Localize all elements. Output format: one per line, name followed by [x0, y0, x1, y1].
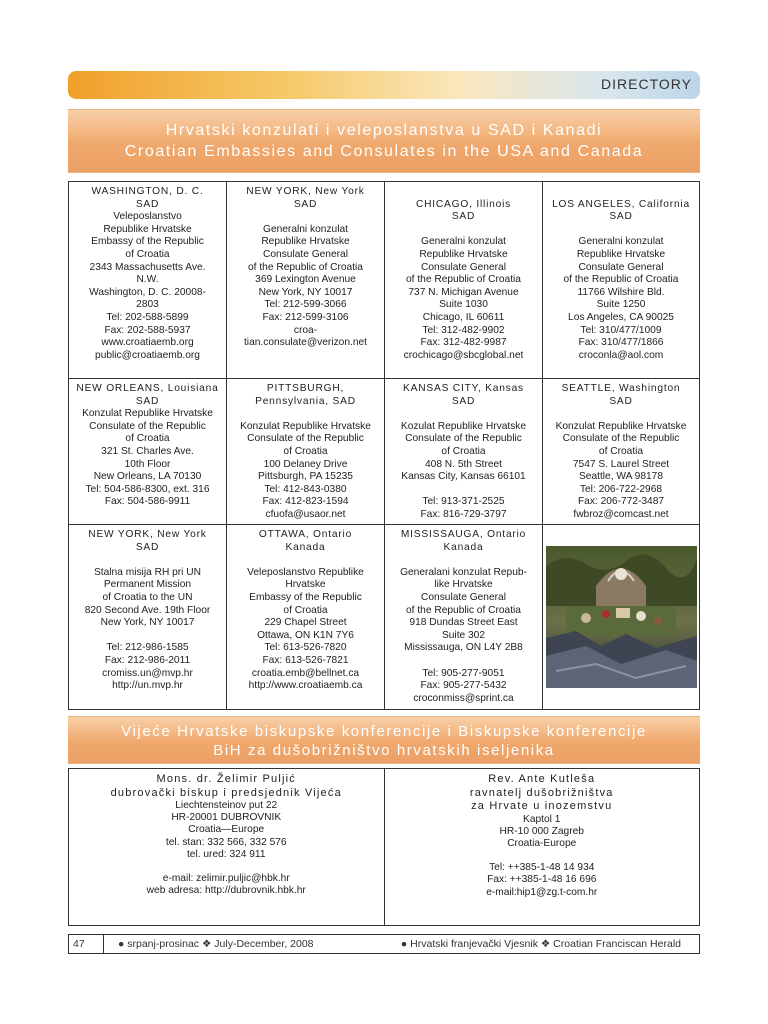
address-line: 7547 S. Laurel Street [572, 458, 670, 470]
address-line: Tel: 412-843-0380 [264, 483, 347, 495]
address-line [387, 554, 540, 567]
address-line: Embassy of the Republic [249, 591, 362, 603]
address-line: Tel: 913-371-2525 [422, 496, 505, 508]
address-line: Consulate of the Republic [247, 433, 364, 445]
contact-link[interactable]: croatia.emb@bellnet.ca [251, 667, 360, 679]
address-line: Consulate General [263, 248, 348, 260]
consulate-city-heading: SAD [451, 395, 476, 407]
address-line: Republike Hrvatske [103, 223, 192, 235]
address-line: Consulate of the Republic [562, 433, 680, 445]
consulate-cell [69, 182, 227, 379]
address-line: of Croatia [125, 248, 170, 260]
email-link[interactable]: e-mail: zelimir.puljic@hbk.hr [162, 873, 290, 885]
web-link[interactable]: web adresa: http://dubrovnik.hbk.hr [146, 885, 306, 897]
address-line: New York, NY 10017 [258, 286, 353, 298]
address-line: Tel: 905-277-9051 [422, 667, 505, 679]
address-line [71, 630, 224, 643]
address-line [387, 408, 540, 421]
address-line: Ottawa, ON K1N 7Y6 [257, 629, 354, 641]
consulate-city-heading: SAD [293, 198, 318, 210]
address-line: Fax: 312-482-9987 [420, 337, 507, 349]
address-line: Kaptol 1 [523, 813, 561, 825]
address-line: Permanent Mission [103, 579, 192, 591]
address-line: Konzulat Republike Hrvatske [240, 420, 371, 432]
consulate-city-heading: NEW YORK, New York [88, 529, 207, 540]
page-number: 47 [69, 935, 104, 953]
consulate-cell [385, 525, 543, 709]
address-line: of the Republic of Croatia [248, 261, 363, 273]
address-line: 321 St. Charles Ave. [101, 445, 194, 457]
address-line [229, 554, 382, 567]
address-line: Generalni konzulat [421, 236, 506, 248]
address-line: of Croatia [283, 604, 328, 616]
consulate-city-heading: MISSISSAUGA, Ontario [400, 529, 527, 540]
banner-title-croatian: Hrvatski konzulati i veleposlanstva u SAD i Kanadi [165, 122, 603, 139]
nativity-scene-photo [546, 546, 697, 688]
address-line: Pittsburgh, PA 15235 [258, 471, 353, 483]
bishops-council-banner [68, 716, 700, 764]
address-line: Generalni konzulat [263, 223, 348, 235]
consulate-city-heading: SAD [135, 541, 160, 553]
address-line: croa- [293, 324, 318, 336]
contact-link[interactable]: cromiss.un@mvp.hr [102, 667, 193, 679]
address-line: Tel: 310/477/1009 [580, 324, 662, 336]
address-line: Seattle, WA 98178 [578, 471, 663, 483]
address-line: Fax: 310/477/1866 [578, 337, 664, 349]
address-line: Fax: 412-823-1594 [262, 496, 349, 508]
address-line: 11766 Wilshire Bld. [577, 286, 665, 298]
address-line: Suite 302 [441, 629, 486, 641]
address-line: of Croatia to the UN [102, 591, 193, 603]
address-line: 369 Lexington Avenue [255, 274, 356, 286]
address-line: Kozulat Republike Hrvatske [400, 420, 527, 432]
address-line: Fax: 905-277-5432 [420, 680, 507, 692]
consulate-city-heading: WASHINGTON, D. C. [91, 186, 204, 197]
consulate-cell [385, 182, 543, 379]
consulate-cell [543, 379, 699, 525]
address-line: HR-20001 DUBROVNIK [171, 812, 282, 824]
consulate-cell [69, 379, 227, 525]
section-label: DIRECTORY [601, 76, 692, 92]
address-line: Fax: 212-986-2011 [104, 654, 191, 666]
contact-link[interactable]: croconla@aol.com [578, 349, 664, 361]
address-line: like Hrvatske [434, 579, 493, 591]
address-line [71, 554, 224, 567]
address-line: Consulate General [421, 261, 506, 273]
address-line: 737 N. Michigan Avenue [408, 286, 519, 298]
address-line: Konzulat Republike Hrvatske [555, 420, 687, 432]
address-line: Consulate of the Republic [89, 420, 206, 432]
address-line: Consulate General [578, 261, 664, 273]
page-footer [68, 934, 700, 954]
address-line: 100 Delaney Drive [263, 458, 348, 470]
address-line [545, 408, 697, 421]
address-line: Consulate of the Republic [405, 433, 522, 445]
contact-role: za Hrvate u inozemstvu [471, 800, 613, 812]
contact-name: Mons. dr. Želimir Puljić [156, 773, 296, 785]
address-line: of the Republic of Croatia [563, 274, 679, 286]
contact-link[interactable]: cfuofa@usaor.net [265, 508, 346, 520]
consulate-city-heading: SAD [135, 198, 160, 210]
publication-name: ● Hrvatski franjevački Vjesnik ❖ Croatian Franciscan Herald [400, 938, 681, 950]
address-line: Liechtensteinov put 22 [175, 800, 278, 811]
consulate-city-heading: CHICAGO, Illinois [415, 198, 512, 210]
address-line: Hrvatske [285, 579, 326, 591]
address-line: Republike Hrvatske [419, 248, 508, 260]
consulate-cell [227, 525, 385, 709]
consulate-cell [543, 182, 699, 379]
address-line [229, 211, 382, 224]
address-line: Fax: 816-729-3797 [420, 508, 507, 520]
address-line: Tel: 212-986-1585 [106, 642, 189, 654]
contact-link[interactable]: public@croatiaemb.org [95, 349, 200, 361]
consulate-city-heading [545, 186, 697, 199]
issue-date: ● srpanj-prosinac ❖ July-December, 2008 [118, 938, 314, 950]
address-line: Tel: 504-586-8300, ext. 316 [85, 483, 210, 495]
address-line: of Croatia [283, 445, 328, 457]
consulate-city-heading: SAD [135, 395, 160, 407]
address-line: 918 Dundas Street East [409, 617, 518, 629]
address-line: Generalni konzulat [578, 236, 664, 248]
address-line: Washington, D. C. 20008- [89, 286, 206, 298]
bishops-contacts [68, 768, 700, 926]
address-line: Konzulat Republike Hrvatske [82, 408, 213, 420]
address-line: Tel: 613-526-7820 [264, 642, 347, 654]
embassies-banner [68, 109, 700, 173]
address-line: Fax: 202-588-5937 [104, 324, 191, 336]
consulate-cell [227, 182, 385, 379]
address-line: Embassy of the Republic [91, 236, 204, 248]
address-line: of Croatia [125, 433, 170, 445]
address-line: Tel: 212-599-3066 [264, 299, 347, 311]
address-line: Stalna misija RH pri UN [94, 566, 201, 578]
address-line: 408 N. 5th Street [424, 458, 503, 470]
address-line [387, 224, 540, 237]
address-line: Kansas City, Kansas 66101 [401, 471, 526, 483]
address-line: HR-10 000 Zagreb [499, 825, 584, 837]
fax-line: Fax: ++385-1-48 16 696 [487, 874, 597, 886]
address-line: Suite 1250 [596, 299, 646, 311]
address-line: Fax: 212-599-3106 [262, 311, 349, 323]
address-line: of the Republic of Croatia [406, 604, 521, 616]
address-line: Veleposlanstvo Republike [247, 566, 364, 578]
address-line: Suite 1030 [439, 299, 488, 311]
contact-role: ravnatelj dušobrižništva [469, 786, 614, 799]
address-line: of the Republic of Croatia [406, 274, 521, 286]
address-line: Republike Hrvatske [261, 236, 350, 248]
contact-link[interactable]: croconmiss@sprint.ca [413, 692, 514, 704]
phone-line: tel. ured: 324 911 [186, 848, 266, 860]
consulate-cell [227, 379, 385, 525]
contact-role: dubrovački biskup i predsjednik Vijeća [110, 786, 342, 799]
consulate-city-heading: Pennsylvania, SAD [255, 395, 356, 407]
address-line [545, 224, 697, 237]
address-line: Fax: 504-586-9911 [104, 496, 191, 508]
address-line: Tel: 206-722-2968 [579, 483, 663, 495]
consulate-city-heading: PITTSBURGH, [266, 383, 345, 394]
address-line: Fax: 206-772-3487 [577, 496, 665, 508]
address-line: 229 Chapel Street [264, 617, 347, 629]
contact-link[interactable]: fwbroz@comcast.net [573, 508, 669, 520]
address-line [387, 655, 540, 668]
address-line: Croatia-Europe [507, 837, 577, 849]
contact-link[interactable]: tian.consulate@verizon.net [243, 337, 368, 349]
address-line: of Croatia [598, 445, 644, 457]
address-line: Croatia—Europe [188, 824, 265, 836]
address-line: Republike Hrvatske [576, 248, 666, 260]
consulate-city-heading: SAD [451, 211, 476, 223]
consulate-city-heading: NEW ORLEANS, Louisiana [76, 383, 219, 394]
consulate-city-heading [387, 186, 540, 199]
address-line: Veleposlanstvo [113, 211, 182, 223]
address-line: Mississauga, ON L4Y 2B8 [404, 642, 523, 654]
address-line: 2803 [136, 299, 159, 311]
contact-link[interactable]: crochicago@sbcglobal.net [403, 349, 524, 361]
address-line: Chicago, IL 60611 [422, 311, 505, 323]
address-line: Generalani konzulat Repub- [400, 566, 527, 578]
consulate-city-heading: Kanada [285, 541, 326, 553]
contact-link[interactable]: http://un.mvp.hr [112, 680, 183, 692]
contact-link[interactable]: http://www.croatiaemb.ca [248, 680, 363, 692]
email-link[interactable]: e-mail:hip1@zg.t-com.hr [486, 886, 598, 898]
address-line: 2343 Massachusetts Ave. [89, 261, 206, 273]
phone-line: Tel: ++385-1-48 14 934 [489, 862, 595, 874]
consulate-city-heading: NEW YORK, New York [246, 186, 365, 197]
address-line: of Croatia [441, 445, 486, 457]
bishop-contact-right [384, 769, 700, 925]
address-line: Los Angeles, CA 90025 [568, 311, 674, 323]
consulates-table [68, 181, 700, 710]
council-title-line2: BiH za dušobrižništvo hrvatskih iseljenika [213, 742, 555, 759]
phone-line: tel. stan: 332 566, 332 576 [165, 836, 287, 848]
consulate-city-heading: LOS ANGELES, California [552, 198, 690, 210]
consulate-cell [385, 379, 543, 525]
consulate-city-heading: SAD [609, 211, 633, 223]
council-title-line1: Vijeće Hrvatske biskupske konferencije i Biskupske konferencije [121, 723, 647, 740]
consulate-city-heading: KANSAS CITY, Kansas [403, 383, 524, 394]
address-line: Tel: 312-482-9902 [422, 324, 505, 336]
address-line: 820 Second Ave. 19th Floor [84, 604, 211, 616]
address-line: 10th Floor [124, 458, 171, 470]
contact-name: Rev. Ante Kutleša [488, 773, 596, 785]
address-line [229, 408, 382, 421]
consulate-city-heading: Kanada [443, 541, 484, 553]
consulate-city-heading: OTTAWA, Ontario [258, 529, 353, 540]
address-line [387, 484, 540, 497]
consulate-cell [69, 525, 227, 709]
consulate-city-heading: SAD [609, 395, 633, 407]
address-line: New Orleans, LA 70130 [93, 471, 202, 483]
address-line: Tel: 202-588-5899 [106, 311, 189, 323]
address-line: Fax: 613-526-7821 [262, 654, 349, 666]
contact-link[interactable]: www.croatiaemb.org [101, 337, 194, 349]
consulate-city-heading: SEATTLE, Washington [561, 383, 681, 394]
photo-cell [543, 525, 699, 709]
address-line: N.W. [136, 274, 159, 286]
address-line: Consulate General [421, 591, 506, 603]
bishop-contact-left [69, 769, 384, 925]
address-line: New York, NY 10017 [100, 617, 195, 629]
banner-title-english: Croatian Embassies and Consulates in the USA and Canada [124, 143, 644, 160]
section-header-bar [68, 71, 700, 99]
